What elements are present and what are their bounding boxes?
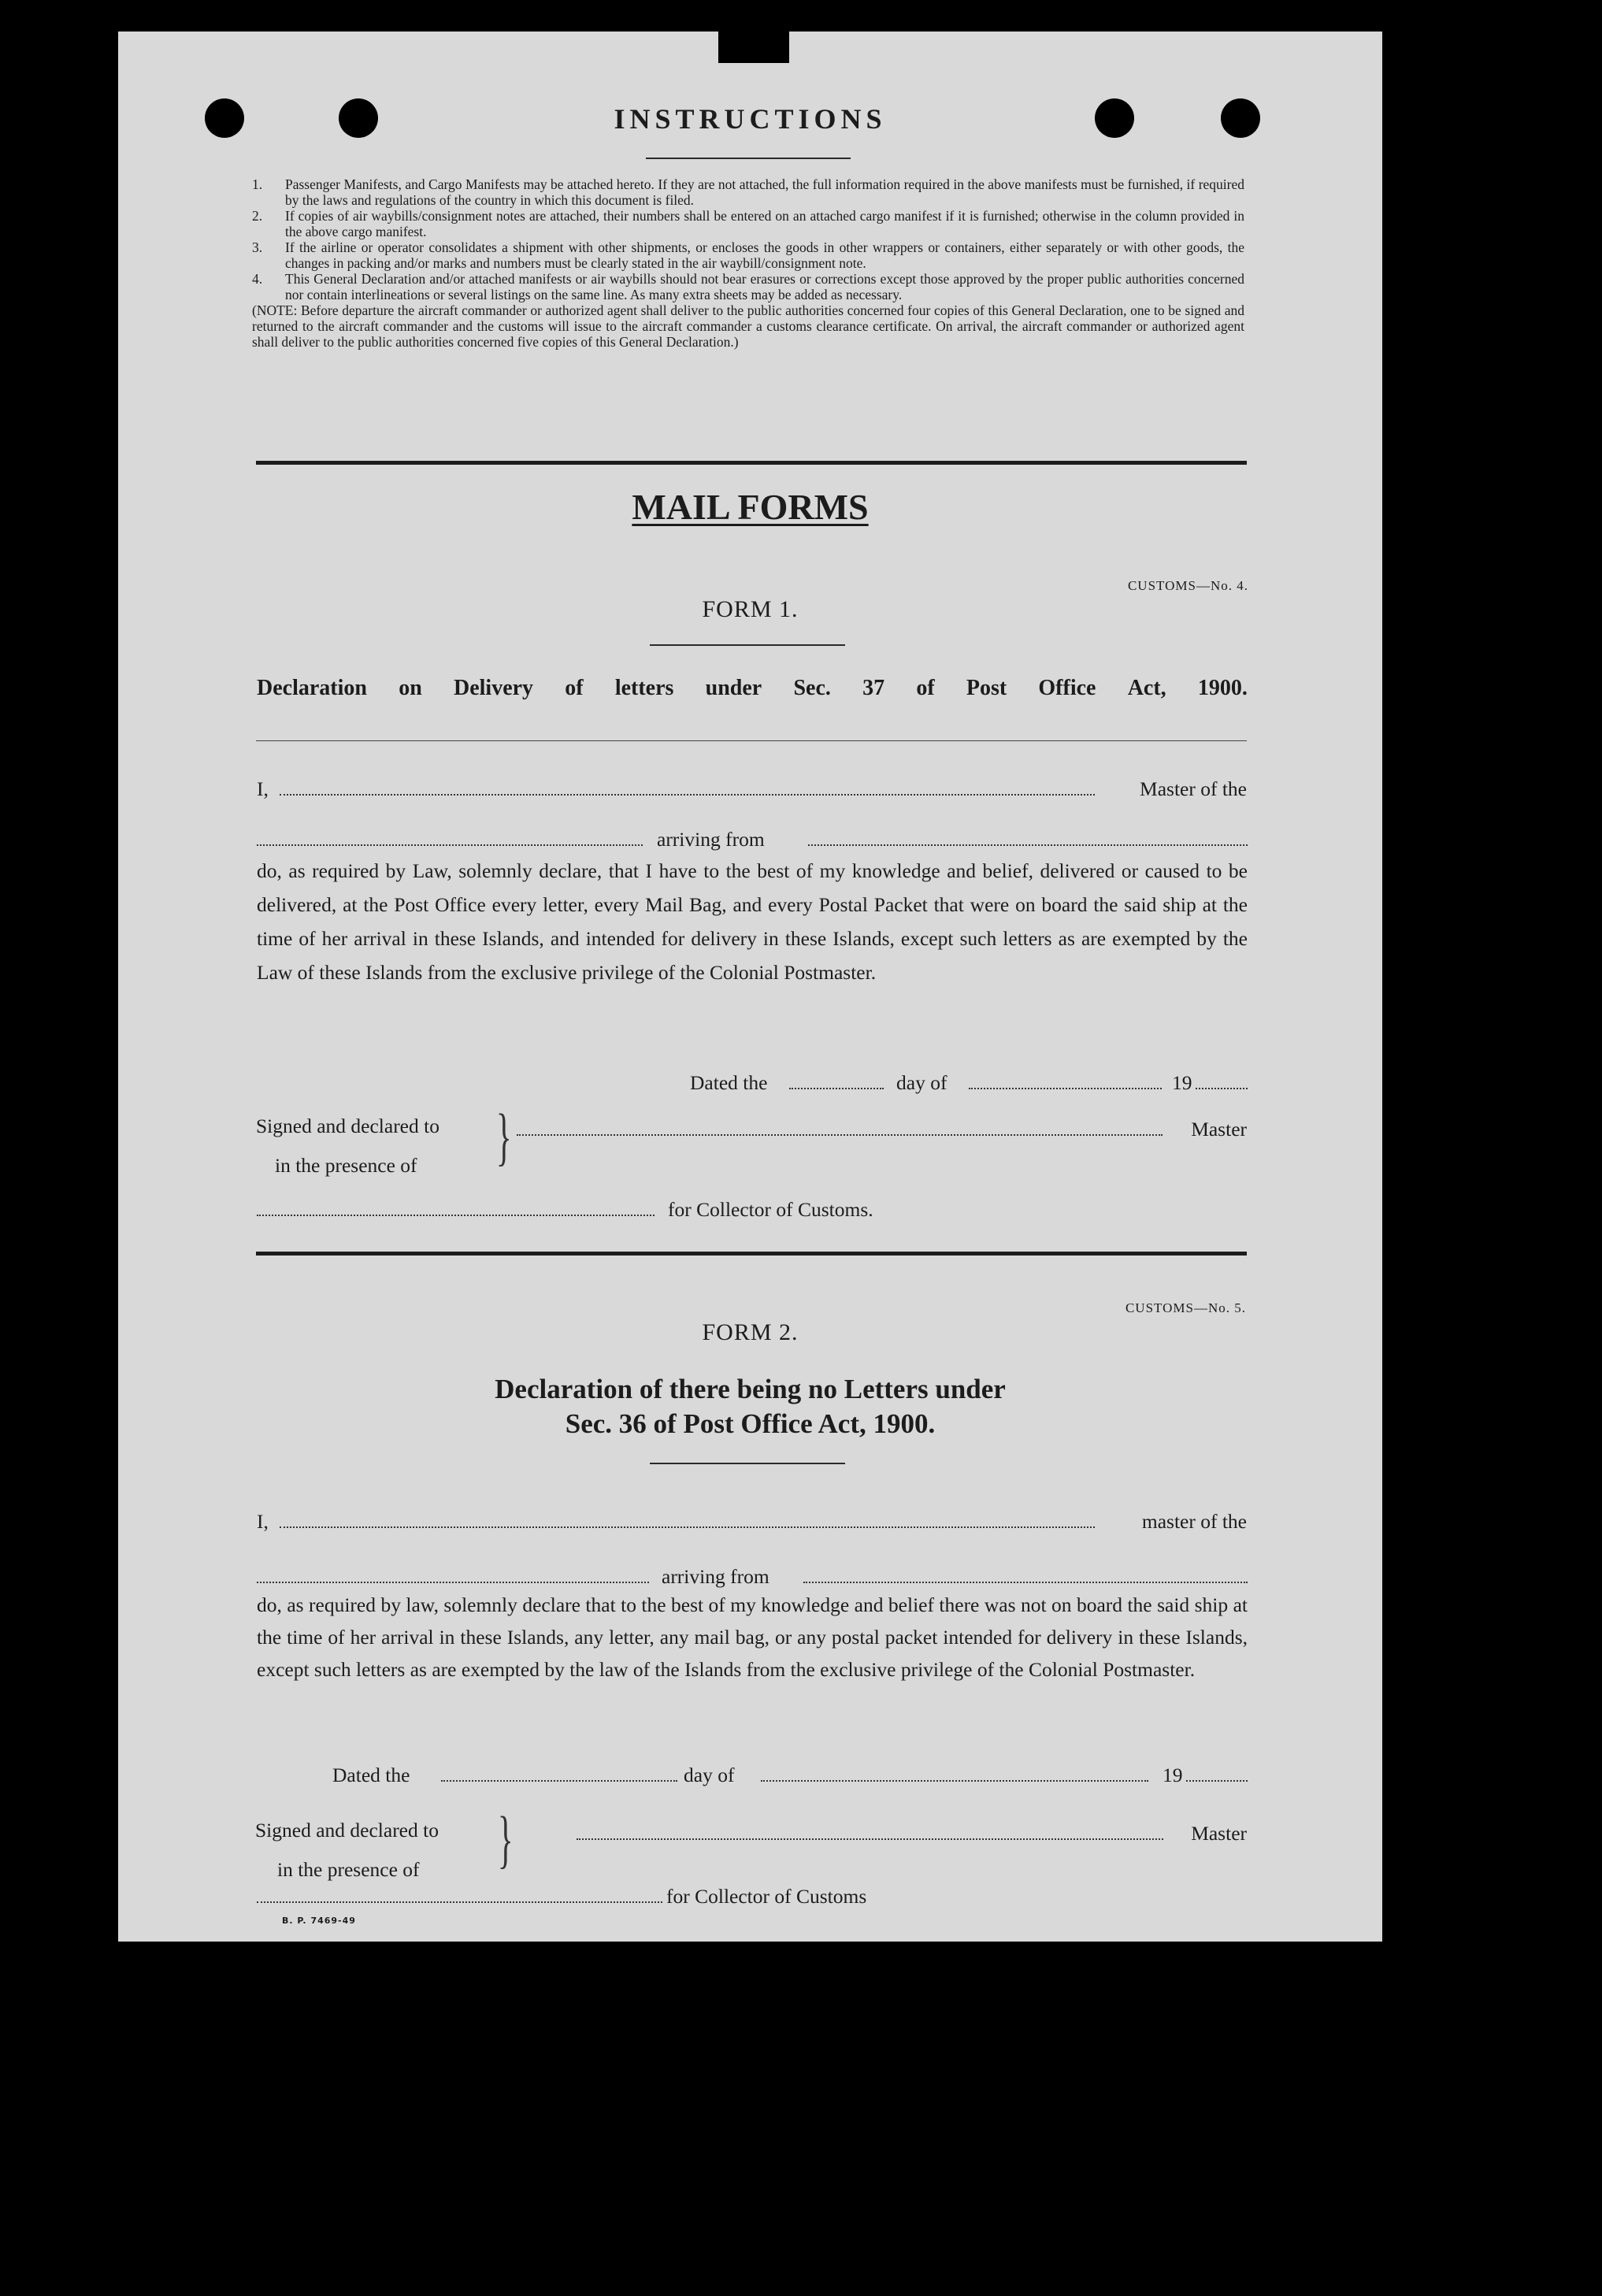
form-1-day-of: day of	[896, 1071, 947, 1094]
mail-forms-title: MAIL FORMS	[632, 487, 869, 527]
form-1-dated-the: Dated the	[690, 1071, 768, 1094]
ship-name-field[interactable]	[257, 1582, 649, 1583]
document-page	[118, 32, 1382, 1942]
form-1-master: Master	[1191, 1118, 1247, 1141]
form-2-day-of: day of	[684, 1764, 735, 1786]
year-field[interactable]	[1196, 1088, 1248, 1089]
year-field[interactable]	[1186, 1780, 1248, 1782]
form-2-i: I,	[257, 1510, 269, 1533]
form-2-dated-the: Dated the	[332, 1764, 410, 1786]
master-signature-field[interactable]	[517, 1134, 1163, 1136]
form-1-arriving-from: arriving from	[657, 828, 765, 851]
instruction-text: Passenger Manifests, and Cargo Manifests may be attached hereto. If they are not attached, the full information required in the above manifests must be furnished, if required by the laws and regulations of the country in which this document is filed.	[285, 176, 1244, 208]
brace: }	[497, 1803, 514, 1875]
form-1-year: 19	[1172, 1071, 1192, 1094]
form-1-i: I,	[257, 777, 269, 800]
section-rule	[256, 461, 1247, 465]
month-field[interactable]	[969, 1088, 1162, 1089]
instruction-item: 4. This General Declaration and/or attached manifests or air waybills should not bear erasures or corrections except those approved by the proper public authorities concerned nor contain interlineations or several listings on the same line. As many extra sheets may be added as necessary.	[252, 271, 1244, 302]
form-2-body: do, as required by law, solemnly declare that to the best of my knowledge and belief there was not on board the said ship at the time of her arrival in these Islands, any letter, any mail bag, or any postal packet intended for delivery in these Islands, except such letters as are exempted by the law of the Islands from the exclusive privilege of the Colonial Postmaster.	[257, 1593, 1248, 1681]
form-2-master: Master	[1191, 1822, 1247, 1845]
collector-signature-field[interactable]	[257, 1215, 655, 1216]
form-2-year: 19	[1163, 1764, 1183, 1786]
form-1-signed: Signed and declared to in the presence of	[256, 1115, 439, 1177]
month-field[interactable]	[761, 1780, 1148, 1782]
instruction-text: If copies of air waybills/consignment notes are attached, their numbers shall be entered on an attached cargo manifest if it is furnished; otherwise in the column provided in the above cargo manifest.	[285, 208, 1244, 239]
instruction-note: (NOTE: Before departure the aircraft commander or authorized agent shall deliver to the public authorities concerned four copies of this General Declaration, one to be signed and returned to the aircraft commander and the customs will issue to the aircraft commander a customs clearance certificate. On arrival, the aircraft commander or authorized agent shall deliver to the public authorities concerned five copies of this General Declaration.)	[252, 302, 1244, 350]
master-signature-field[interactable]	[577, 1838, 1163, 1840]
instruction-text: This General Declaration and/or attached manifests or air waybills should not bear erasures or corrections except those approved by the proper public authorities concerned nor contain interlineations or several listings on the same line. As many extra sheets may be added as necessary.	[285, 271, 1244, 302]
origin-field[interactable]	[808, 844, 1248, 846]
form-1-master-of-the: Master of the	[1140, 777, 1247, 800]
divider	[650, 1463, 845, 1464]
customs-reference: CUSTOMS—No. 5.	[1125, 1300, 1246, 1315]
day-field[interactable]	[789, 1088, 884, 1089]
form-2-collector: for Collector of Customs	[666, 1885, 867, 1908]
binding-tab	[718, 32, 789, 63]
form-1-body: do, as required by Law, solemnly declare, that I have to the best of my knowledge and belief, delivered or caused to be delivered, at the Post Office every letter, every Mail Bag, and every Postal Packet that were on board the said ship at the time of her arrival in these Islands, and intended for delivery in these Islands, except such letters as are exempted by the Law of these Islands from the exclusive privilege of the Colonial Postmaster.	[257, 859, 1248, 984]
form-2-master-of-the: master of the	[1141, 1510, 1247, 1533]
instruction-text: If the airline or operator consolidates a shipment with other shipments, or encloses the goods in other wrappers or containers, either separately or with other goods, the changes in packing and/or marks and numbers must be clearly stated in the air waybill/consignment note.	[285, 239, 1244, 271]
instructions-list	[252, 176, 1244, 350]
form-2-signed: Signed and declared to in the presence of	[255, 1819, 439, 1881]
form-1-collector: for Collector of Customs.	[668, 1198, 873, 1221]
collector-signature-field[interactable]	[257, 1901, 662, 1903]
customs-reference: CUSTOMS—No. 4.	[1127, 578, 1248, 593]
origin-field[interactable]	[803, 1582, 1248, 1583]
instruction-item: 2. If copies of air waybills/consignment notes are attached, their numbers shall be entered on an attached cargo manifest if it is furnished; otherwise in the column provided in the above cargo manifest.	[252, 208, 1244, 239]
instruction-item: 1. Passenger Manifests, and Cargo Manifests may be attached hereto. If they are not attached, the full information required in the above manifests must be furnished, if required by the laws and regulations of the country in which this document is filed.	[252, 176, 1244, 208]
master-name-field[interactable]	[280, 1526, 1095, 1528]
divider	[646, 158, 851, 159]
form-2-label: FORM 2.	[702, 1319, 799, 1345]
print-code: B. P. 7469-49	[282, 1916, 356, 1926]
section-rule	[256, 1252, 1247, 1256]
instructions-title: INSTRUCTIONS	[614, 103, 887, 135]
divider	[256, 740, 1247, 741]
form-1-label: FORM 1.	[702, 596, 799, 622]
instruction-item: 3. If the airline or operator consolidates a shipment with other shipments, or encloses the goods in other wrappers or containers, either separately or with other goods, the changes in packing and/or marks and numbers must be clearly stated in the air waybill/consignment note.	[252, 239, 1244, 271]
day-field[interactable]	[441, 1780, 677, 1782]
divider	[650, 644, 845, 646]
form-1-declaration-title: Declaration on Delivery of letters under Sec. 37 of Post Office Act, 1900.	[257, 676, 1248, 700]
form-2-declaration-title: Declaration of there being no Letters under Sec. 36 of Post Office Act, 1900.	[495, 1374, 1006, 1439]
master-name-field[interactable]	[280, 794, 1095, 796]
form-2-arriving-from: arriving from	[662, 1565, 769, 1588]
ship-name-field[interactable]	[257, 844, 643, 846]
brace: }	[495, 1100, 512, 1172]
